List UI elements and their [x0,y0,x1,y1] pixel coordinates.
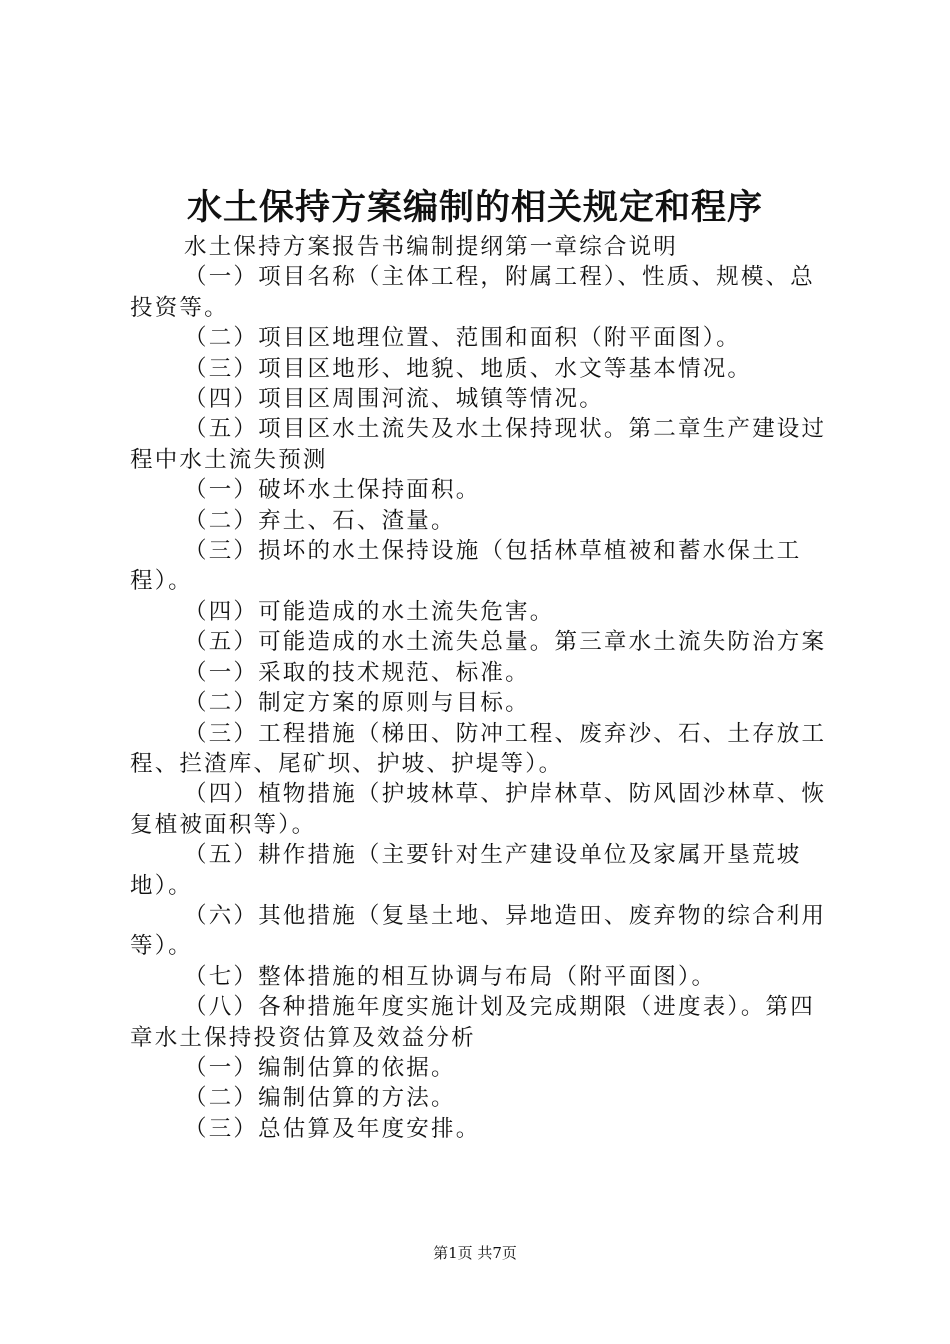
document-body [130,232,835,1144]
body-paragraph: （二）制定方案的原则与目标。 [184,690,530,717]
body-paragraph: （四）植物措施（护坡林草、护岸林草、防风固沙林草、恢复植被面积等）。 [130,781,827,838]
body-paragraph: （三）项目区地形、地貌、地质、水文等基本情况。 [184,355,753,382]
body-paragraph: （四）项目区周围河流、城镇等情况。 [184,386,604,413]
body-paragraph: （一）破坏水土保持面积。 [184,477,481,504]
body-paragraph: （五）耕作措施（主要针对生产建设单位及家属开垦荒坡地）。 [130,842,802,899]
document-title: 水土保持方案编制的相关规定和程序 [186,187,763,228]
page-number-footer: 第1页 共7页 [433,1244,517,1262]
body-paragraph: （一）编制估算的依据。 [184,1054,456,1081]
body-paragraph: （二）弃土、石、渣量。 [184,507,456,534]
body-paragraph: （六）其他措施（复垦土地、异地造田、废弃物的综合利用等）。 [130,902,827,960]
body-paragraph: （三）损坏的水土保持设施（包括林草植被和蓄水保土工程）。 [130,538,802,595]
body-paragraph: （八）各种措施年度实施计划及完成期限（进度表）。第四章水土保持投资估算及效益分析 [130,994,815,1051]
body-paragraph: （一）采取的技术规范、标准。 [184,659,530,686]
body-paragraph: （一）项目名称（主体工程，附属工程）、性质、规模、总投资等。 [130,264,815,321]
body-paragraph: （四）可能造成的水土流失危害。 [184,598,555,625]
body-paragraph: （二）项目区地理位置、范围和面积（附平面图）。 [184,325,741,352]
body-paragraph: 水土保持方案报告书编制提纲第一章综合说明 [184,234,679,260]
body-paragraph: （二）编制估算的方法。 [184,1085,456,1112]
body-paragraph: （三）总估算及年度安排。 [184,1115,481,1142]
body-paragraph: （三）工程措施（梯田、防冲工程、废弃沙、石、土存放工程、拦渣库、尾矿坝、护坡、护堤等）。 [130,720,827,777]
body-paragraph: （七）整体措施的相互协调与布局（附平面图）。 [184,963,717,990]
body-paragraph: （五）项目区水土流失及水土保持现状。第二章生产建设过程中水土流失预测 [130,416,827,473]
body-paragraph: （五）可能造成的水土流失总量。第三章水土流失防治方案 [184,629,827,656]
